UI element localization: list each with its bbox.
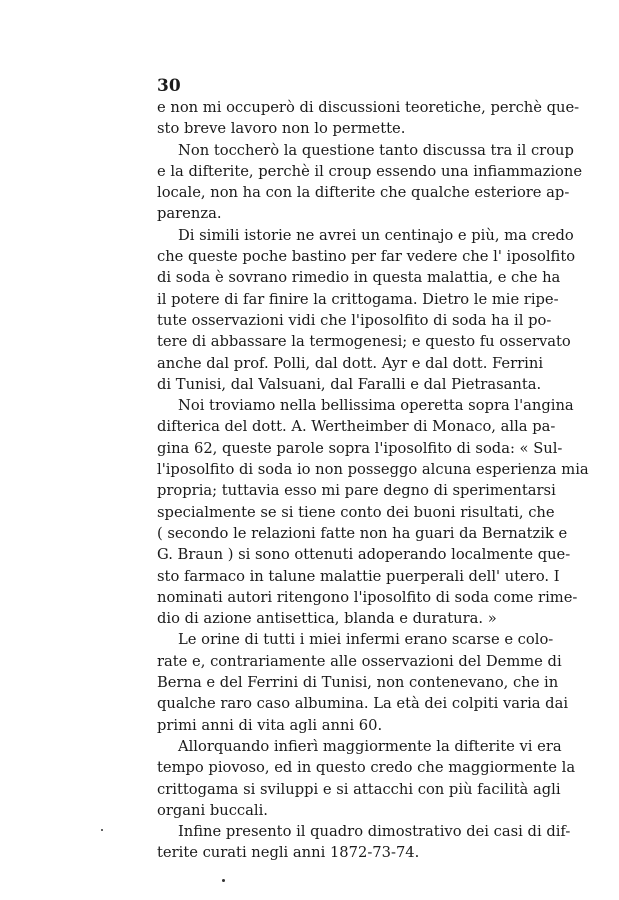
text-line: primi anni di vita agli anni 60.	[157, 716, 383, 734]
body-text	[157, 97, 589, 864]
text-line: tere di abbassare la termogenesi; e questo fu osservato	[157, 333, 571, 351]
page-number: 30	[157, 76, 181, 96]
text-line: tempo piovoso, ed in questo credo che maggiormente la	[157, 759, 576, 777]
text-line: nominati autori ritengono l'iposolfito di soda come rime-	[157, 588, 578, 606]
text-line: Non toccherò la questione tanto discussa tra il croup	[178, 141, 574, 159]
text-line: Infine presento il quadro dimostrativo dei casi di dif-	[178, 823, 571, 841]
text-line: propria; tuttavia esso mi pare degno di sperimentarsi	[157, 482, 556, 500]
text-line: dio di azione antisettica, blanda e duratura. »	[157, 610, 497, 628]
text-line: che queste poche bastino per far vedere che l' iposolfito	[157, 248, 576, 266]
text-line: tute osservazioni vidi che l'iposolfito di soda ha il po-	[157, 311, 552, 329]
text-line: gina 62, queste parole sopra l'iposolfito di soda: « Sul-	[157, 439, 563, 457]
text-line: difterica del dott. A. Wertheimber di Monaco, alla pa-	[157, 418, 556, 436]
text-line: crittogama si sviluppi e si attacchi con più facilità agli	[157, 780, 561, 798]
text-line: Berna e del Ferrini di Tunisi, non contenevano, che in	[157, 674, 559, 692]
text-line: G. Braun ) si sono ottenuti adoperando localmente que-	[157, 546, 571, 564]
text-line: il potere di far finire la crittogama. Dietro le mie ripe-	[157, 290, 559, 308]
print-speck	[101, 829, 103, 831]
text-line: l'iposolfito di soda io non posseggo alcuna esperienza mia	[157, 461, 589, 479]
text-line: sto breve lavoro non lo permette.	[157, 120, 406, 138]
text-line: sto farmaco in talune malattie puerperali dell' utero. I	[157, 567, 560, 585]
text-line: parenza.	[157, 205, 222, 223]
text-line: qualche raro caso albumina. La età dei colpiti varia dai	[157, 695, 569, 713]
text-line: rate e, contrariamente alle osservazioni del Demme di	[157, 652, 562, 670]
text-line: Di simili istorie ne avrei un centinajo e più, ma credo	[178, 226, 574, 244]
text-line: anche dal prof. Polli, dal dott. Ayr e dal dott. Ferrini	[157, 354, 544, 372]
print-speck	[222, 879, 225, 882]
text-line: locale, non ha con la difterite che qualche esteriore ap-	[157, 184, 570, 202]
text-line: Noi troviamo nella bellissima operetta sopra l'angina	[178, 397, 574, 415]
text-line: Le orine di tutti i miei infermi erano scarse e colo-	[178, 631, 554, 649]
text-line: terite curati negli anni 1872-73-74.	[157, 844, 420, 862]
text-line: organi buccali.	[157, 801, 268, 819]
text-line: e non mi occuperò di discussioni teoretiche, perchè que-	[157, 99, 580, 116]
text-line: di Tunisi, dal Valsuani, dal Faralli e dal Pietrasanta.	[157, 375, 542, 393]
text-line: ( secondo le relazioni fatte non ha guari da Bernatzik e	[157, 524, 568, 542]
text-line: Allorquando infierì maggiormente la difterite vi era	[178, 737, 562, 755]
text-line: e la difterite, perchè il croup essendo una infiammazione	[157, 162, 583, 180]
text-line: specialmente se si tiene conto dei buoni risultati, che	[157, 503, 555, 521]
text-line: di soda è sovrano rimedio in questa malattia, e che ha	[157, 269, 561, 287]
